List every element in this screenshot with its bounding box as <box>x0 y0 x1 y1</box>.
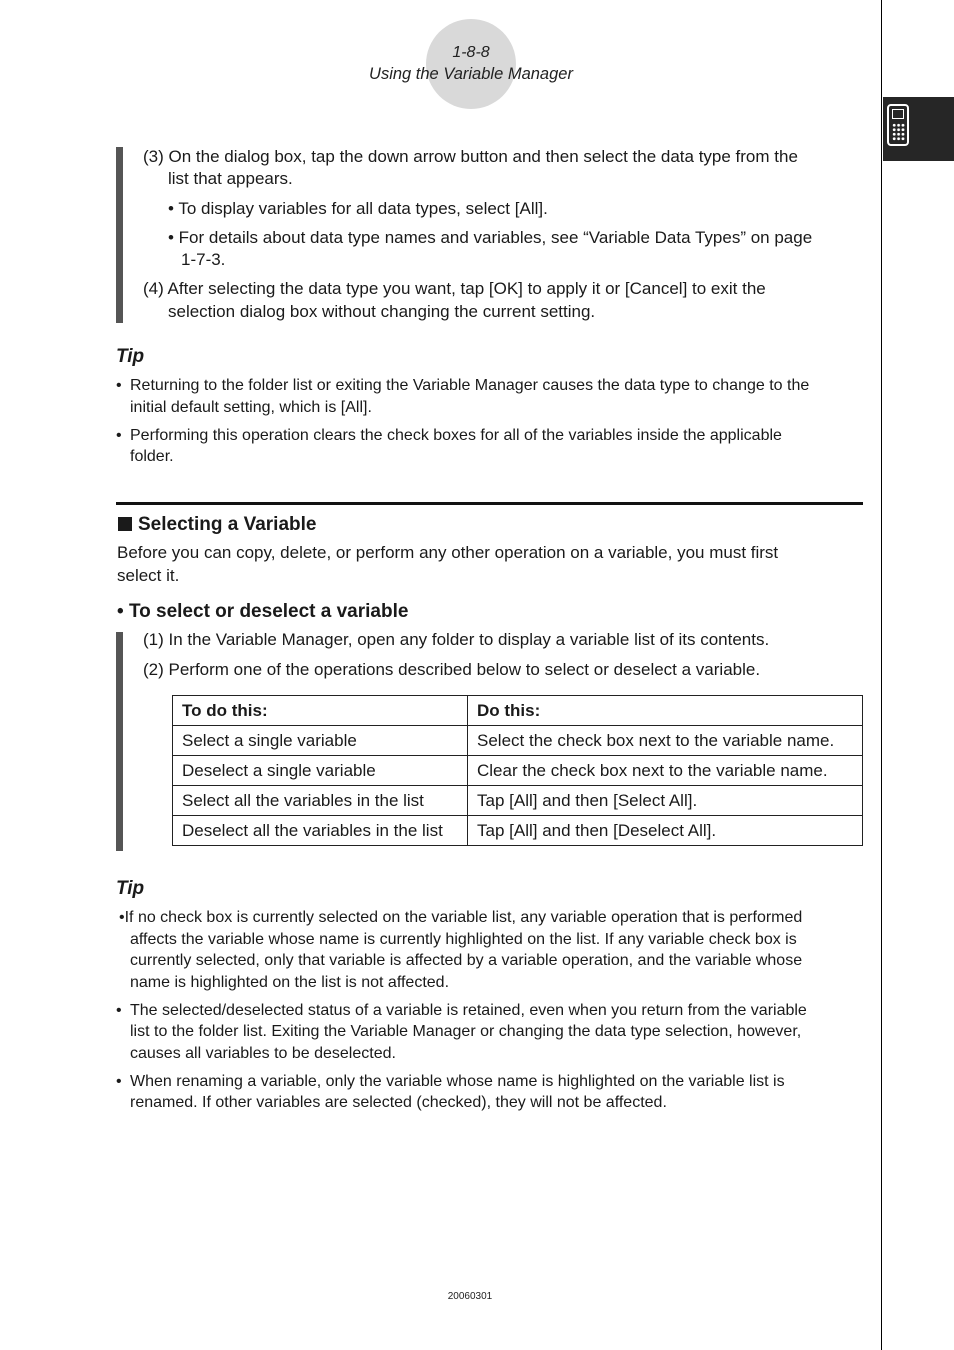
step-1: (1) In the Variable Manager, open any folder to display a variable list of its contents. <box>143 630 770 649</box>
step-3-line1: (3) On the dialog box, tap the down arrow button and then select the data type from the <box>143 147 798 166</box>
bullet-all-types: • To display variables for all data types, select [All]. <box>168 199 548 218</box>
table-cell: Select the check box next to the variable name. <box>468 726 863 756</box>
table-cell: Tap [All] and then [Deselect All]. <box>468 816 863 846</box>
table-header-row <box>173 696 863 726</box>
page-number: 1-8-8 <box>452 44 490 61</box>
tip2-item3-line2: renamed. If other variables are selected (checked), they will not be affected. <box>130 1094 667 1111</box>
tip2-item1-line3: currently selected, only that variable is affected by a variable operation, and the variable whose <box>130 952 803 969</box>
tip2-item1-line4: name is highlighted on the list is not affected. <box>130 974 450 991</box>
section-intro-line1: Before you can copy, delete, or perform any other operation on a variable, you must first <box>117 543 779 562</box>
table-row <box>173 816 863 846</box>
table-cell: Tap [All] and then [Select All]. <box>468 786 863 816</box>
tip-label: Tip <box>116 346 145 367</box>
tip2-item1-line2: affects the variable whose name is currently highlighted on the list. If any variable check box is <box>130 931 797 948</box>
table-cell: Select all the variables in the list <box>173 786 468 816</box>
page-title: Using the Variable Manager <box>369 65 573 83</box>
tip1-bullet: • <box>116 377 122 394</box>
procedure-bar <box>116 147 123 323</box>
table-cell: Clear the check box next to the variable name. <box>468 756 863 786</box>
tip1-item2-line2: folder. <box>130 448 174 465</box>
right-margin-rule <box>881 0 882 1350</box>
table-cell: Deselect a single variable <box>173 756 468 786</box>
tip2-item1-line1: •If no check box is currently selected on the variable list, any variable operation that is performed <box>119 909 803 926</box>
tip1-bullet: • <box>116 427 122 444</box>
table-cell: Select a single variable <box>173 726 468 756</box>
table-row <box>173 786 863 816</box>
section-heading: Selecting a Variable <box>118 514 316 536</box>
step-2: (2) Perform one of the operations described below to select or deselect a variable. <box>143 660 761 679</box>
section-intro-line2: select it. <box>117 566 180 585</box>
procedure-bar <box>116 632 123 851</box>
tip1-item1-line2: initial default setting, which is [All]. <box>130 399 372 416</box>
step-3-line2: list that appears. <box>168 169 293 188</box>
tip1-item1-line1: Returning to the folder list or exiting the Variable Manager causes the data type to change to the <box>130 377 810 394</box>
subsection-heading: • To select or deselect a variable <box>117 601 409 622</box>
section-divider <box>116 502 863 505</box>
tip2-item2-line3: causes all variables to be deselected. <box>130 1045 396 1062</box>
square-bullet-icon <box>118 517 132 531</box>
table-cell: Deselect all the variables in the list <box>173 816 468 846</box>
calculator-icon <box>887 104 909 146</box>
tip-label: Tip <box>116 878 145 899</box>
tip2-item2-line2: list to the folder list. Exiting the Variable Manager or changing the data type selection, however, <box>130 1023 802 1040</box>
tip2-bullet: • <box>116 1002 122 1019</box>
step-4-line2: selection dialog box without changing the current setting. <box>168 302 596 321</box>
table-row <box>173 726 863 756</box>
bullet-data-types-line1: • For details about data type names and variables, see “Variable Data Types” on page <box>168 228 813 247</box>
table-header-cell: Do this: <box>468 696 863 726</box>
footer-code: 20060301 <box>447 1291 493 1302</box>
tip2-bullet: • <box>116 1073 122 1090</box>
operations-table <box>172 695 863 846</box>
tip1-item2-line1: Performing this operation clears the check boxes for all of the variables inside the applicable <box>130 427 782 444</box>
step-4-line1: (4) After selecting the data type you want, tap [OK] to apply it or [Cancel] to exit the <box>143 279 766 298</box>
tip2-item3-line1: When renaming a variable, only the variable whose name is highlighted on the variable list is <box>130 1073 785 1090</box>
bullet-data-types-line2: 1-7-3. <box>181 250 226 269</box>
header-circle <box>426 19 516 109</box>
tip2-item2-line1: The selected/deselected status of a variable is retained, even when you return from the variable <box>130 1002 807 1019</box>
table-header-cell: To do this: <box>173 696 468 726</box>
table-row <box>173 756 863 786</box>
